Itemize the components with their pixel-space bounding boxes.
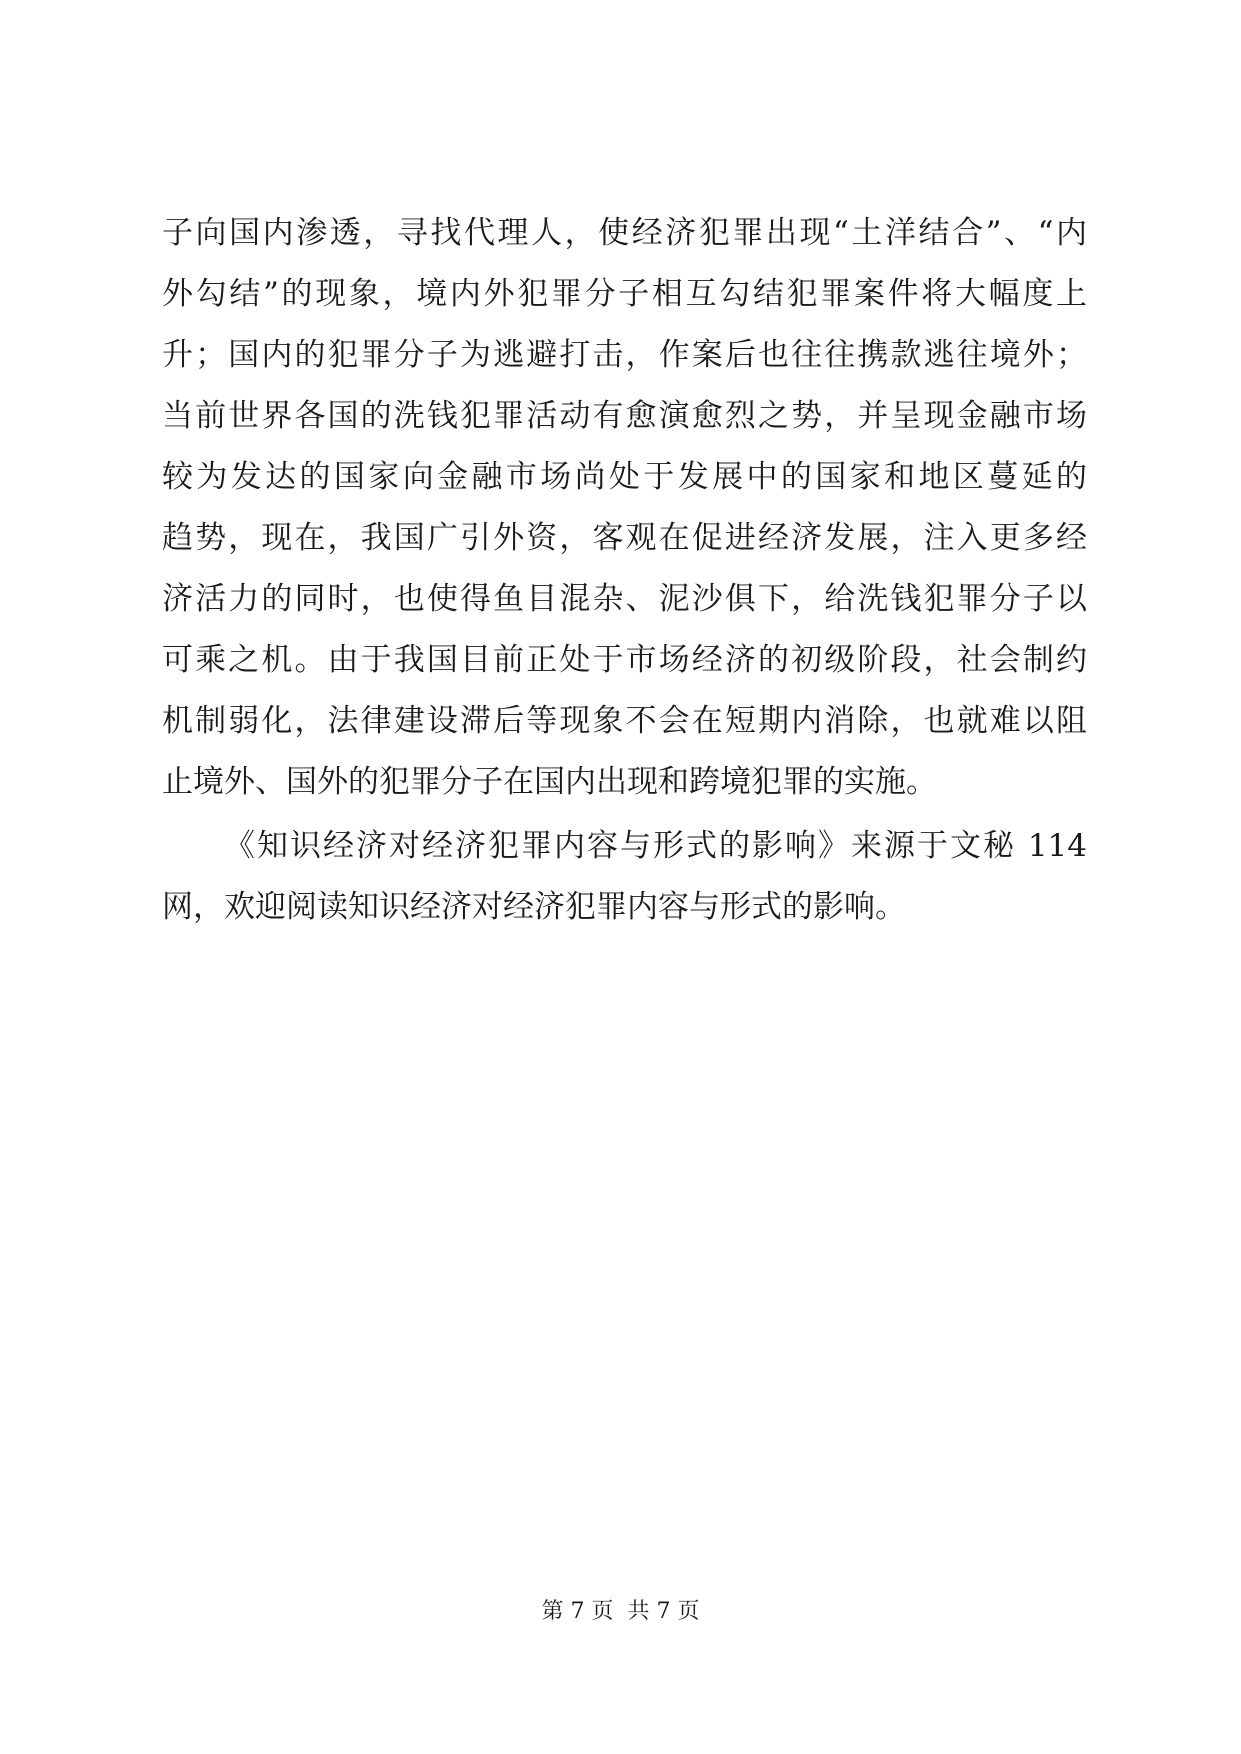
text-line: 济活力的同时，也使得鱼目混杂、泥沙俱下，给洗钱犯罪分子以 bbox=[162, 581, 1087, 617]
text-line: 可乘之机。由于我国目前正处于市场经济的初级阶段，社会制约 bbox=[162, 642, 1087, 678]
text-line: 《知识经济对经济犯罪内容与形式的影响》来源于文秘 114 bbox=[224, 828, 1087, 864]
text-line: 趋势，现在，我国广引外资，客观在促进经济发展，注入更多经 bbox=[162, 520, 1087, 556]
text-line: 机制弱化，法律建设滞后等现象不会在短期内消除，也就难以阻 bbox=[162, 703, 1087, 739]
text-line: 子向国内渗透，寻找代理人，使经济犯罪出现“土洋结合”、“内 bbox=[162, 215, 1087, 251]
text-line: 止境外、国外的犯罪分子在国内出现和跨境犯罪的实施。 bbox=[162, 764, 937, 800]
text-line: 升；国内的犯罪分子为逃避打击，作案后也往往携款逃往境外； bbox=[162, 337, 1087, 373]
document-body bbox=[162, 203, 1087, 938]
text-line: 外勾结”的现象，境内外犯罪分子相互勾结犯罪案件将大幅度上 bbox=[162, 276, 1087, 312]
text-line: 网，欢迎阅读知识经济对经济犯罪内容与形式的影响。 bbox=[162, 889, 906, 925]
paragraph-1 bbox=[162, 203, 1087, 813]
page-number-footer: 第 7 页 共 7 页 bbox=[541, 1599, 700, 1624]
text-line: 较为发达的国家向金融市场尚处于发展中的国家和地区蔓延的 bbox=[162, 459, 1087, 495]
text-line: 当前世界各国的洗钱犯罪活动有愈演愈烈之势，并呈现金融市场 bbox=[162, 398, 1087, 434]
paragraph-2 bbox=[162, 816, 1087, 938]
